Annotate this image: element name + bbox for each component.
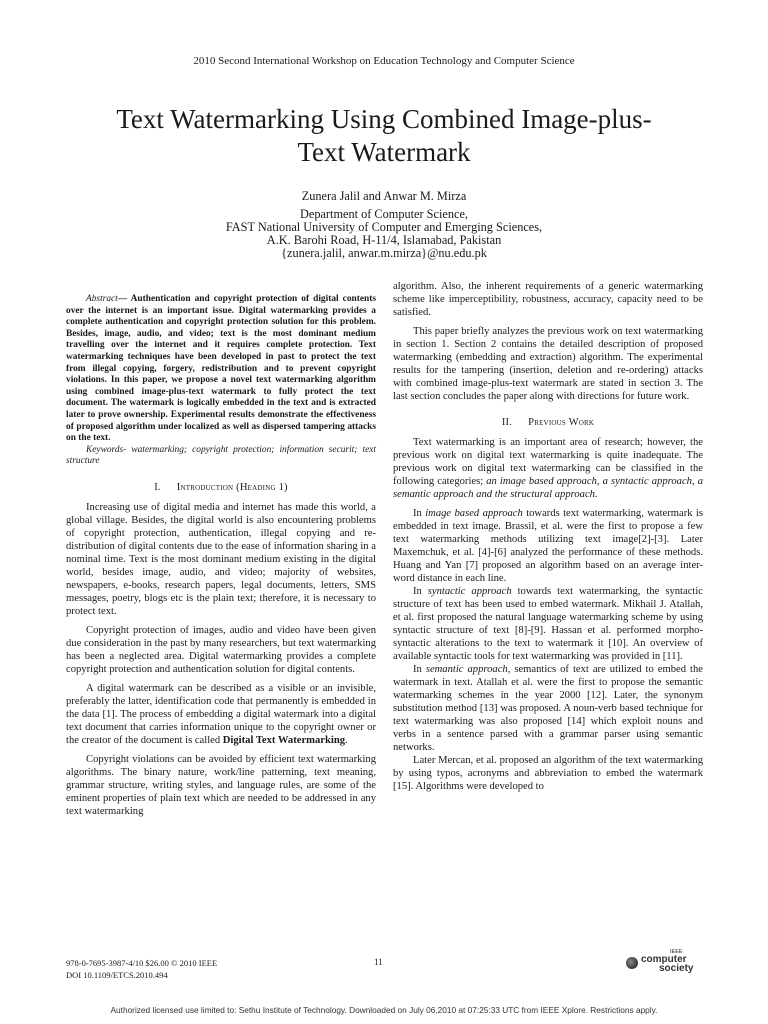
previous-work-paragraph-5: Later Mercan, et al. proposed an algorithm of the text watermarking by using typos, acronyms and abbreviation to embed the watermark [15]. Algorithms were developed to	[393, 755, 703, 792]
section-title: Introduction (Heading 1)	[176, 481, 288, 493]
author-email: {zunera.jalil, anwar.m.mirza}@nu.edu.pk	[281, 246, 487, 260]
intro-paragraph-2: Copyright protection of images, audio and video have been given due consideration in the past by many researchers, but text watermarking has been a neglected area. Digital watermarking provides a complete copyright protection and authentication solution for digital contents.	[66, 624, 376, 675]
section-heading-previous-work	[393, 416, 703, 429]
affiliation-department: Department of Computer Science,	[299, 207, 468, 221]
intro-paragraph-3: A digital watermark can be described as a visible or an invisible, preferably the latter, identification code that permanently is embedded in the data [1]. The process of embedding a digital watermark into a digital text document that carries information unique to the copyright owner or the creator of the document is called Digital Text Watermarking.	[66, 682, 376, 746]
conference-header: 2010 Second International Workshop on Education Technology and Computer Science	[193, 55, 575, 67]
author-names: Zunera Jalil and Anwar M. Mirza	[301, 189, 467, 203]
section-number: I.	[154, 481, 161, 493]
previous-work-paragraph-1: Text watermarking is an important area of research; however, the previous work on digital text watermarking is quite inadequate. The previous work on digital text watermarking can be classified in the following categories; an image based approach, a syntactic approach, a semantic approach and the structural approach.	[393, 437, 703, 500]
page-number: 11	[374, 957, 383, 967]
computer-society-logo: IEEE computer society	[626, 949, 706, 979]
intro-paragraph-1: Increasing use of digital media and internet has made this world, a global village. Besides, the digital world is also encountering problems of copyright protection, authentication, illegal copying and re-distribution of digital contents due to the ease of information sharing in a nominal time. Text is the most dominant medium existing in the digital world, besides image, audio, and video; majority of websites, newspapers, e-books, research papers, legal documents, letters, SMS messages, poetry, blogs etc is the plain text; therefore, it is necessary to protect text.	[66, 501, 376, 617]
keywords: Keywords- watermarking; copyright protection; information securit; text structure	[66, 444, 376, 467]
abstract-label: Abstract	[86, 294, 118, 304]
paper-title	[60, 103, 708, 169]
section-heading-introduction	[66, 481, 376, 494]
term-digital-text-watermarking: Digital Text Watermarking	[222, 734, 346, 746]
intro-paragraph-4: Copyright violations can be avoided by efficient text watermarking algorithms. The binary nature, work/line patterning, text meaning, grammar structure, writing styles, and language rules, are some of the eminent properties of plain text which are needed to be addressed in any text watermarking	[66, 753, 376, 817]
isbn: 978-0-7695-3987-4/10 $26.00 © 2010 IEEE	[66, 958, 218, 968]
section-title: Previous Work	[528, 417, 595, 428]
previous-work-paragraph-4: In semantic approach, semantics of text are utilized to embed the watermark in text. Atallah et al. were the first to propose the semantic watermarking schemes in the year 2000 [12]. Later, the synonym substitution method [13] was proposed. A noun-verb based technique for text watermarking was also proposed [14] which exploit nouns and verbs in a sentence parsed with a grammar parser using semantic networks.	[393, 664, 703, 753]
title-line-2: Text Watermark	[297, 137, 471, 167]
outline-paragraph: This paper briefly analyzes the previous work on text watermarking in section 1. Section 2 contains the detailed description of proposed watermarking (embedding and extraction) algorithm. The experimental results for the tampering (insertion, deletion and re-ordering) attacks with combined image-plus-text watermark are stated in section 3. The last section concludes the paper along with directions for future work.	[393, 326, 703, 402]
left-column	[66, 294, 376, 818]
doi: DOI 10.1109/ETCS.2010.494	[66, 970, 168, 980]
author-block	[0, 190, 768, 260]
abstract-text: — Authentication and copyright protection of digital contents over the internet is an important issue. Digital watermarking provides a complete authentication and copyright protection solution for this problem. Besides, image, audio, and video; text is the most dominant medium travelling over the internet and it requires complete protection. Text watermarking techniques have been developed in past to protect the text from illegal copying, forgery, redistribution and to prevent copyright violations. In this paper, we propose a novel text watermarking algorithm using combined image-plus-text watermark to fully protect the text document. The watermark is logically embedded in the text and is extracted later to prove ownership. Experimental results demonstrate the effectiveness of proposed algorithm under localized as well as dispersed tampering attacks on the text.	[66, 294, 376, 444]
right-column	[393, 280, 703, 793]
previous-work-paragraph-2: In image based approach towards text watermarking, watermark is embedded in text image. Brassil, et al. were the first to propose a few text watermarking methods utilizing text image[2]-[3]. Later Maxemchuk, et al. [4]-[6] analyzed the performance of these methods. Huang and Yan [7] proposed an algorithm based on an average inter-word distance in each line.	[393, 508, 703, 584]
previous-work-paragraph-3: In syntactic approach towards text watermarking, the syntactic structure of text has been used to embed watermark. Mikhail J. Atallah, et al. first proposed the natural language watermarking scheme by using syntactic structure of text [8]-[9]. Hassan et al. performed morpho-syntactic alterations to the text to watermark it [10]. An overview of available syntactic tools for text watermarking was provided in [11].	[393, 586, 703, 662]
affiliation-address: A.K. Barohi Road, H-11/4, Islamabad, Pakistan	[266, 233, 502, 247]
logo-disk-icon	[626, 957, 638, 969]
footer-copyright	[66, 957, 217, 981]
title-line-1: Text Watermarking Using Combined Image-plus-	[116, 104, 652, 134]
continued-paragraph: algorithm. Also, the inherent requirements of a generic watermarking scheme like imperceptibility, robustness, accuracy, capacity need to be satisfied.	[393, 281, 703, 318]
section-number: II.	[501, 417, 513, 428]
abstract	[66, 294, 376, 445]
authorized-use-notice: Authorized licensed use limited to: Sethu Institute of Technology. Downloaded on July 06,2010 at 07:25:33 UTC from IEEE Xplore. Restrictions apply.	[110, 1005, 658, 1015]
affiliation-university: FAST National University of Computer and Emerging Sciences,	[225, 220, 543, 234]
